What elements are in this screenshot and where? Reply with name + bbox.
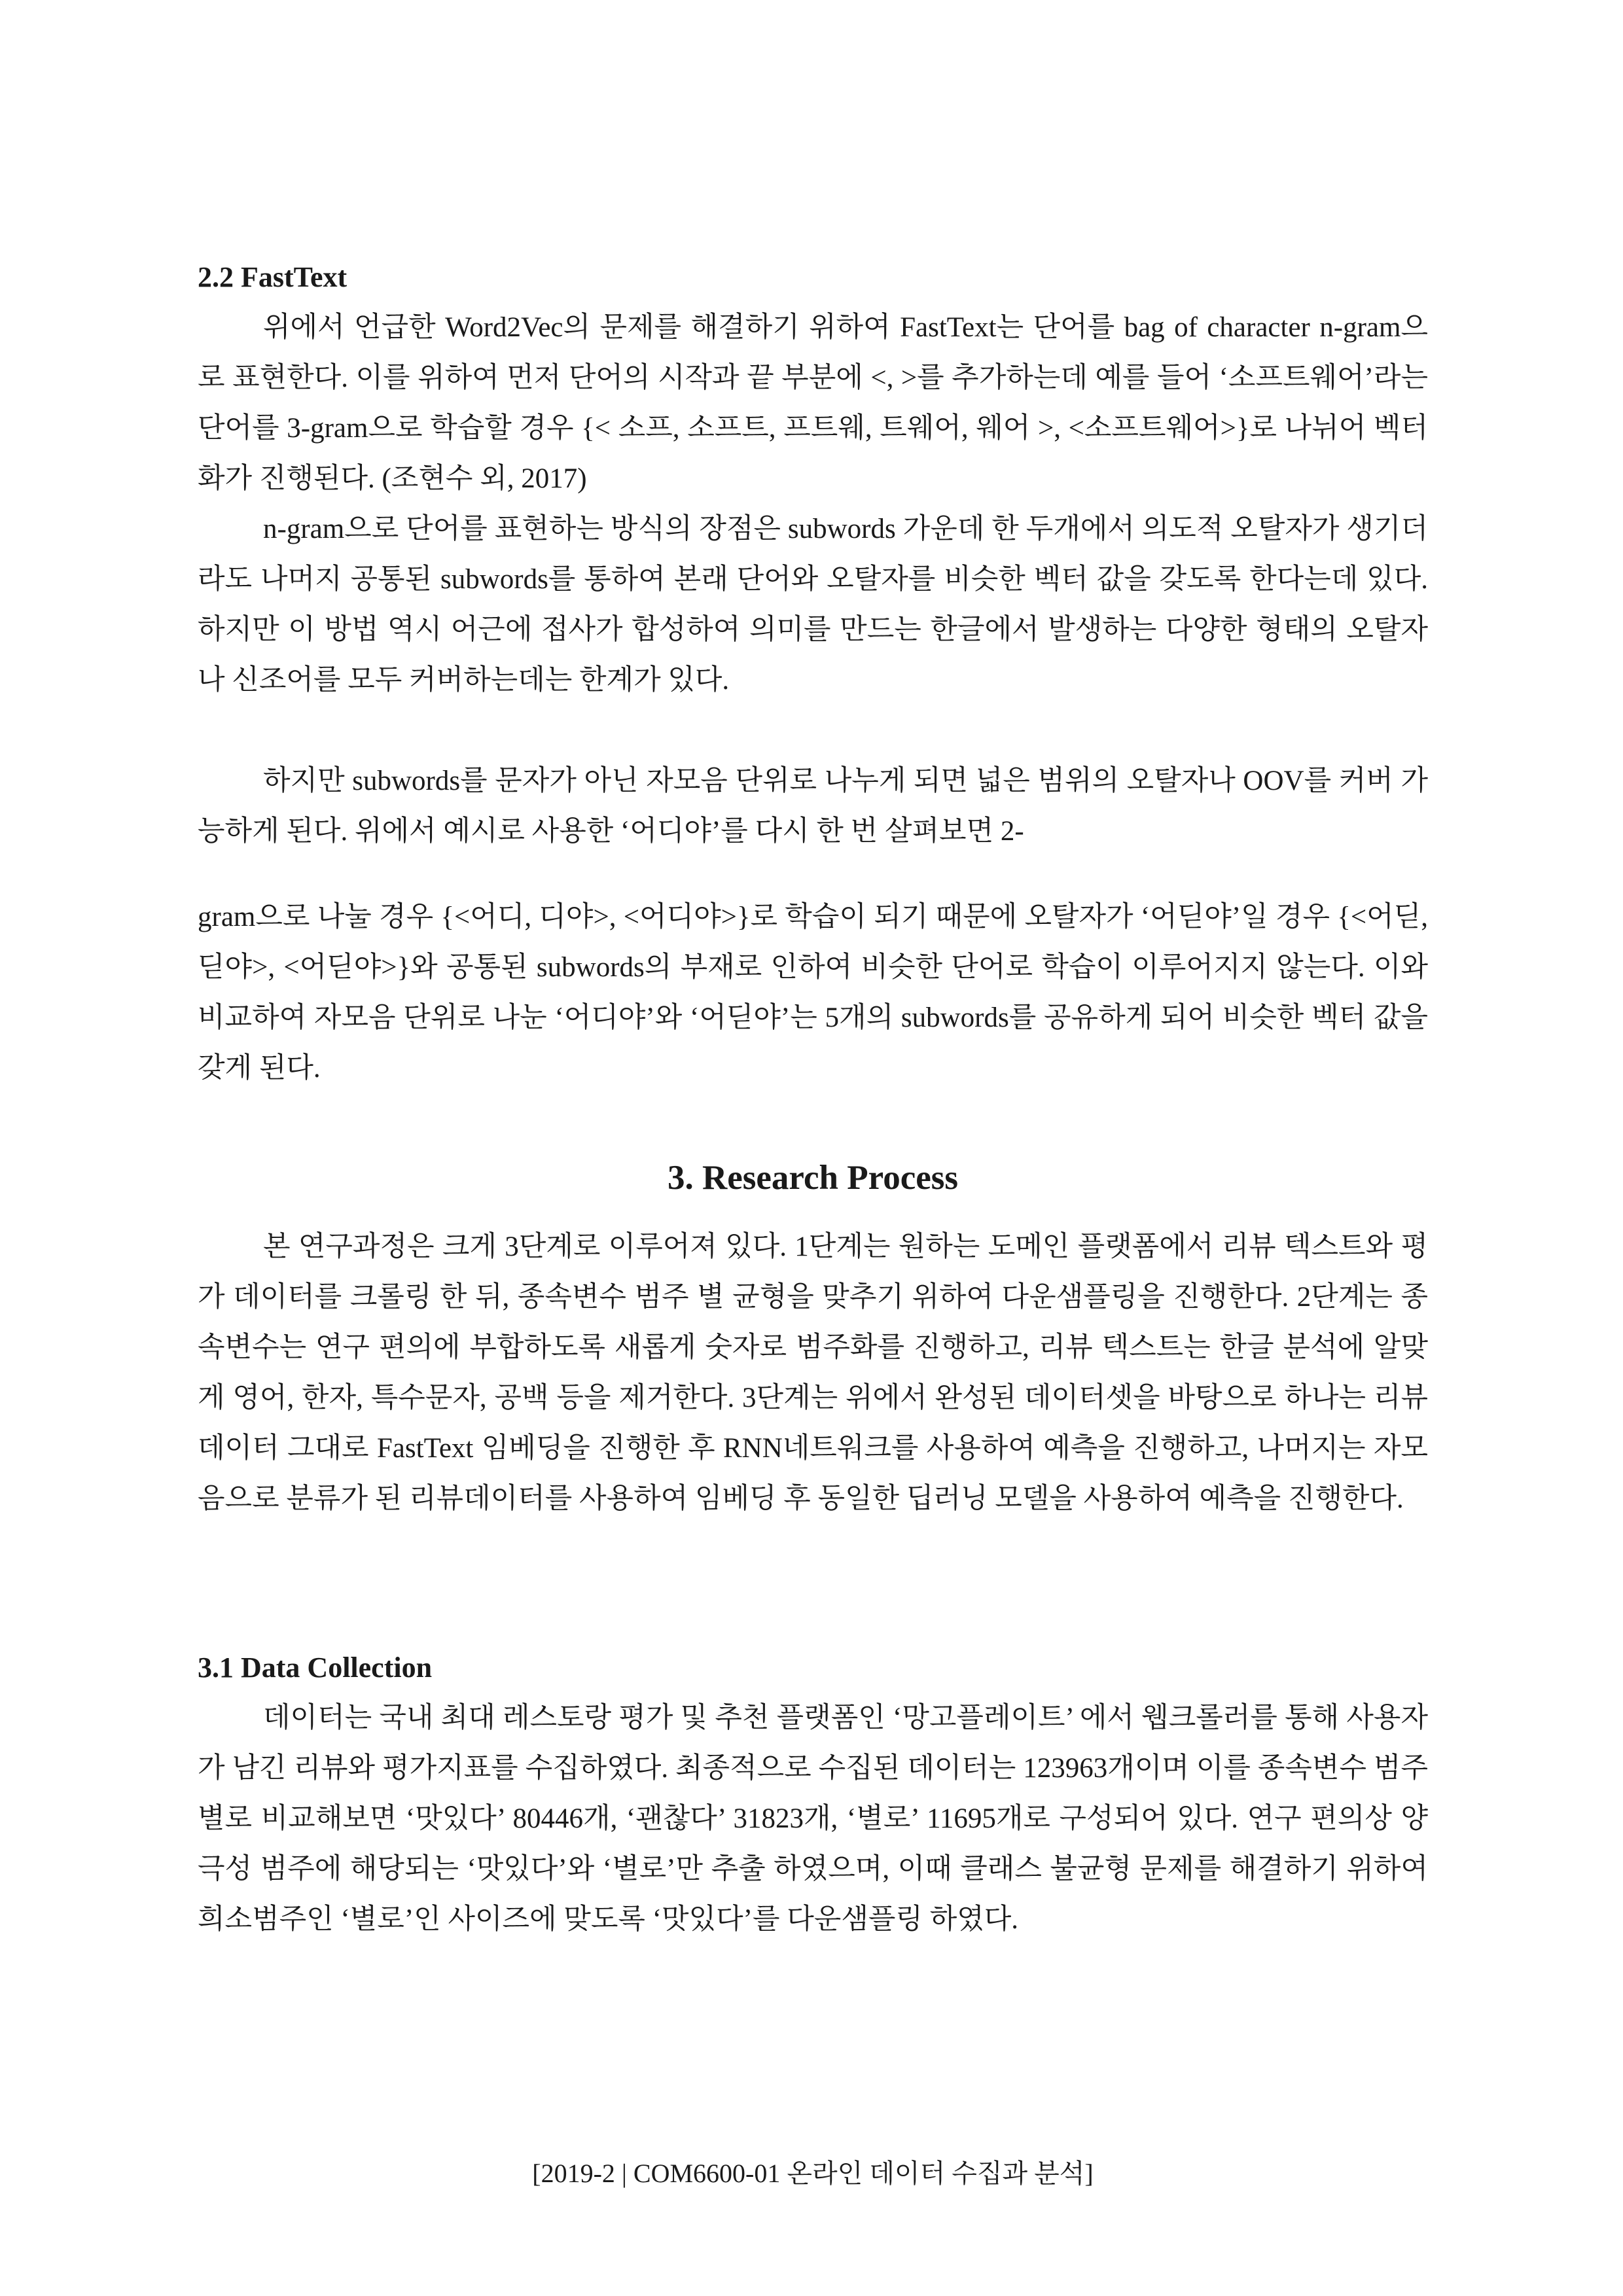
section-2-2-paragraph-3: 하지만 subwords를 문자가 아닌 자모음 단위로 나누게 되면 넓은 범위의 오탈자나 OOV를 커버 가능하게 된다. 위에서 예시로 사용한 ‘어디야’를 다시 한 번 살펴보면 2- [198,766,1428,847]
section-2-2-heading: 2.2 FastText [198,261,348,293]
section-2-2-paragraph-4: gram으로 나눌 경우 {<어디, 디야>, <어디야>}로 학습이 되기 때문에 오탈자가 ‘어딛야’일 경우 {<어딛, 딛야>, <어딛야>}와 공통된 subwords의 부재로 인하여 비슷한 단어로 학습이 이루어지지 않는다. 이와 비교하여 자모음 단위로 나눈 ‘어디야’와 ‘어딛야’는 5개의 subwords를 공유하게 되어 비슷한 벡터 값을 갖게 된다. [198,902,1428,1084]
section-3-paragraph-1: 본 연구과정은 크게 3단계로 이루어져 있다. 1단계는 원하는 도메인 플랫폼에서 리뷰 텍스트와 평가 데이터를 크롤링 한 뒤, 종속변수 범주 별 균형을 맞추기 위하여 다운샘플링을 진행한다. 2단계는 종속변수는 연구 편의에 부합하도록 새롭게 숫자로 범주화를 진행하고, 리뷰 텍스트는 한글 분석에 알맞게 영어, 한자, 특수문자, 공백 등을 제거한다. 3단계는 위에서 완성된 데이터셋을 바탕으로 하나는 리뷰 데이터 그대로 FastText 임베딩을 진행한 후 RNN네트워크를 사용하여 예측을 진행하고, 나머지는 자모음으로 분류가 된 리뷰데이터를 사용하여 임베딩 후 동일한 딥러닝 모델을 사용하여 예측을 진행한다. [198,1231,1428,1514]
section-2-2-paragraph-1: 위에서 언급한 Word2Vec의 문제를 해결하기 위하여 FastText는 단어를 bag of character n-gram으로 표현한다. 이를 위하여 먼저 단어의 시작과 끝 부분에 <, >를 추가하는데 예를 들어 ‘소프트웨어’라는 단어를 3-gram으로 학습할 경우 {< 소프, 소프트, 프트웨, 트웨어, 웨어 >, <소프트웨어>}로 나뉘어 벡터화가 진행된다. (조현수 외, 2017) [198,312,1428,494]
section-2-2-paragraph-2: n-gram으로 단어를 표현하는 방식의 장점은 subwords 가운데 한 두개에서 의도적 오탈자가 생기더라도 나머지 공통된 subwords를 통하여 본래 단어와 오탈자를 비슷한 벡터 값을 갖도록 한다는데 있다. 하지만 이 방법 역시 어근에 접사가 합성하여 의미를 만드는 한글에서 발생하는 다양한 형태의 오탈자나 신조어를 모두 커버하는데는 한계가 있다. [198,514,1428,696]
section-3-heading: 3. Research Process [667,1159,958,1197]
section-3-1-heading: 3.1 Data Collection [198,1651,433,1684]
page-footer: [2019-2 | COM6600-01 온라인 데이터 수집과 분석] [532,2159,1094,2188]
section-3-1-paragraph-1: 데이터는 국내 최대 레스토랑 평가 및 추천 플랫폼인 ‘망고플레이트’ 에서 웹크롤러를 통해 사용자가 남긴 리뷰와 평가지표를 수집하였다. 최종적으로 수집된 데이터는 123963개이며 이를 종속변수 범주별로 비교해보면 ‘맛있다’ 80446개, ‘괜찮다’ 31823개, ‘별로’ 11695개로 구성되어 있다. 연구 편의상 양 극성 범주에 해당되는 ‘맛있다’와 ‘별로’만 추출 하였으며, 이때 클래스 불균형 문제를 해결하기 위하여 희소범주인 ‘별로’인 사이즈에 맞도록 ‘맛있다’를 다운샘플링 하였다. [198,1703,1428,1935]
